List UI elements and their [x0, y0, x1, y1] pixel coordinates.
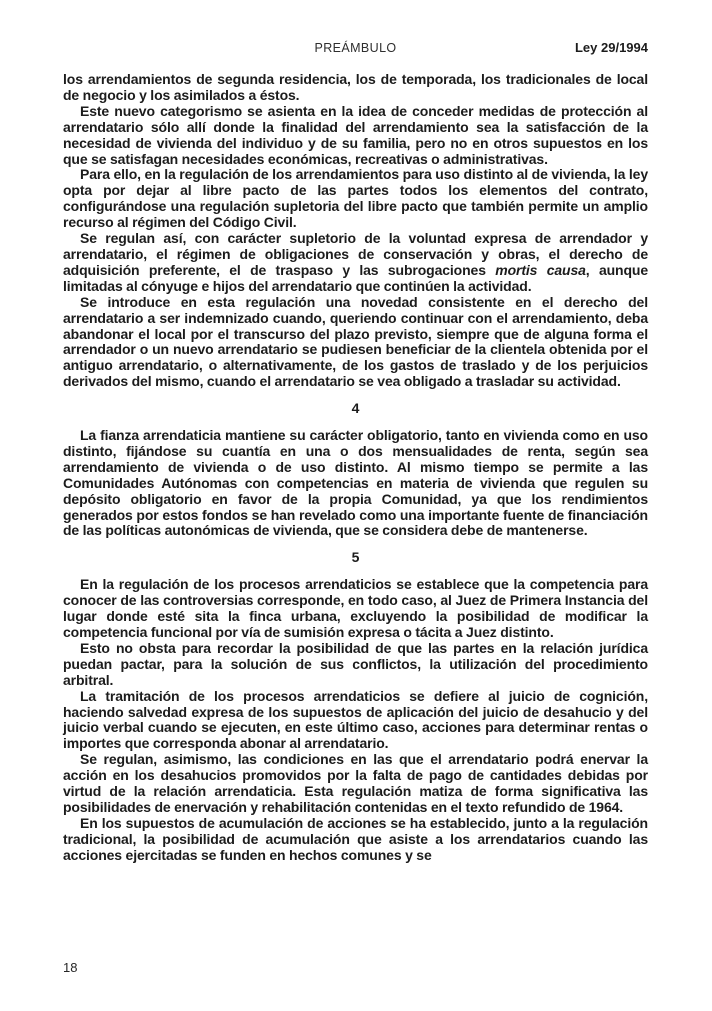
paragraph: La fianza arrendaticia mantiene su carácter obligatorio, tanto en vivienda como en uso distinto, fijándose su cuantía en una o dos mensualidades de renta, según sea arrendamiento de vivienda o de uso distinto. Al mismo tiempo se permite a las Comunidades Autónomas con competencias en materia de vivienda que regulen su depósito obligatorio en favor de la propia Comunidad, ya que los rendimientos generados por estos fondos se han revelado como una importante fuente de financiación de las políticas autonómicas de vivienda, que se considera debe de mantenerse.: [63, 427, 648, 539]
latin-term-italic: mortis causa: [495, 261, 586, 278]
paragraph: Para ello, en la regulación de los arrendamientos para uso distinto al de vivienda, la ley opta por dejar al libre pacto de las partes todos los elementos del contrato, configurándose una regulación supletoria del libre pacto que también permite un amplio recurso al régimen del Código Civil.: [63, 166, 648, 231]
paragraph: Este nuevo categorismo se asienta en la idea de conceder medidas de protección al arrendatario sólo allí donde la finalidad del arrendamiento sea la satisfacción de la necesidad de vivienda del individuo y de su familia, pero no en otros supuestos en los que se satisfagan necesidades económicas, recreativas o administrativas.: [63, 102, 648, 167]
paragraph: En los supuestos de acumulación de acciones se ha establecido, junto a la regulación tradicional, la posibilidad de acumulación que asiste a los arrendatarios cuando las acciones ejercitadas se funden en hechos comunes y se: [63, 814, 648, 863]
section-number-4: 4: [351, 400, 360, 417]
paragraph: La tramitación de los procesos arrendaticios se defiere al juicio de cognición, haciendo salvedad expresa de los supuestos de aplicación del juicio de desahucio y del juicio verbal cuando se ejecuten, en este último caso, acciones para determinar rentas o importes que corresponda abonar al arrendatario.: [63, 687, 648, 752]
paragraph: En la regulación de los procesos arrendaticios se establece que la competencia para conocer de las controversias corresponde, en todo caso, al Juez de Primera Instancia del lugar donde esté sita la finca urbana, excluyendo la posibilidad de modificar la competencia funcional por vía de sumisión expresa o tácita a Juez distinto.: [63, 576, 648, 640]
paragraph-with-italic: [63, 231, 648, 295]
page-header: [63, 41, 648, 57]
paragraph: Se regulan, asimismo, las condiciones en las que el arrendatario podrá enervar la acción en los desahucios promovidos por la falta de pago de cantidades debidas por virtud de la relación arrendaticia. Esta regulación matiza de forma significativa las posibilidades de enervación y rehabilitación contenidas en el texto refundido de 1964.: [63, 751, 648, 815]
paragraph: Se introduce en esta regulación una novedad consistente en el derecho del arrendatario a ser indemnizado cuando, queriendo continuar con el arrendamiento, deba abandonar el local por el transcurso del plazo previsto, siempre que de alguna forma el arrendador o un nuevo arrendatario se pudiesen beneficiar de la clientela obtenida por el antiguo arrendatario, o alternativamente, de los gastos de traslado y de los perjuicios derivados del mismo, cuando el arrendatario se vea obligado a trasladar su actividad.: [63, 293, 648, 390]
paragraph-segment: Se regulan así, con carácter supletorio de la voluntad expresa de arrendador y arrendatario, el régimen de obligaciones de conservación y obras, el derecho de adquisición preferente, el de traspaso y las subrogaciones: [63, 230, 648, 278]
page-number: 18: [63, 960, 78, 975]
paragraph: Esto no obsta para recordar la posibilidad de que las partes en la relación jurídica puedan pactar, para la solución de sus conflictos, la utilización del procedimiento arbitral.: [63, 639, 648, 688]
paragraph-continuation: los arrendamientos de segunda residencia, los de temporada, los tradicionales de local de negocio y los asimilados a éstos.: [63, 71, 648, 103]
header-law-reference: Ley 29/1994: [574, 40, 648, 55]
paragraph-segment: , aunque limitadas al cónyuge e hijos del arrendatario que continúen la actividad.: [63, 261, 649, 294]
body-text: [63, 72, 648, 864]
header-section-title: PREÁMBULO: [314, 41, 397, 55]
section-number-5: 5: [351, 549, 360, 566]
